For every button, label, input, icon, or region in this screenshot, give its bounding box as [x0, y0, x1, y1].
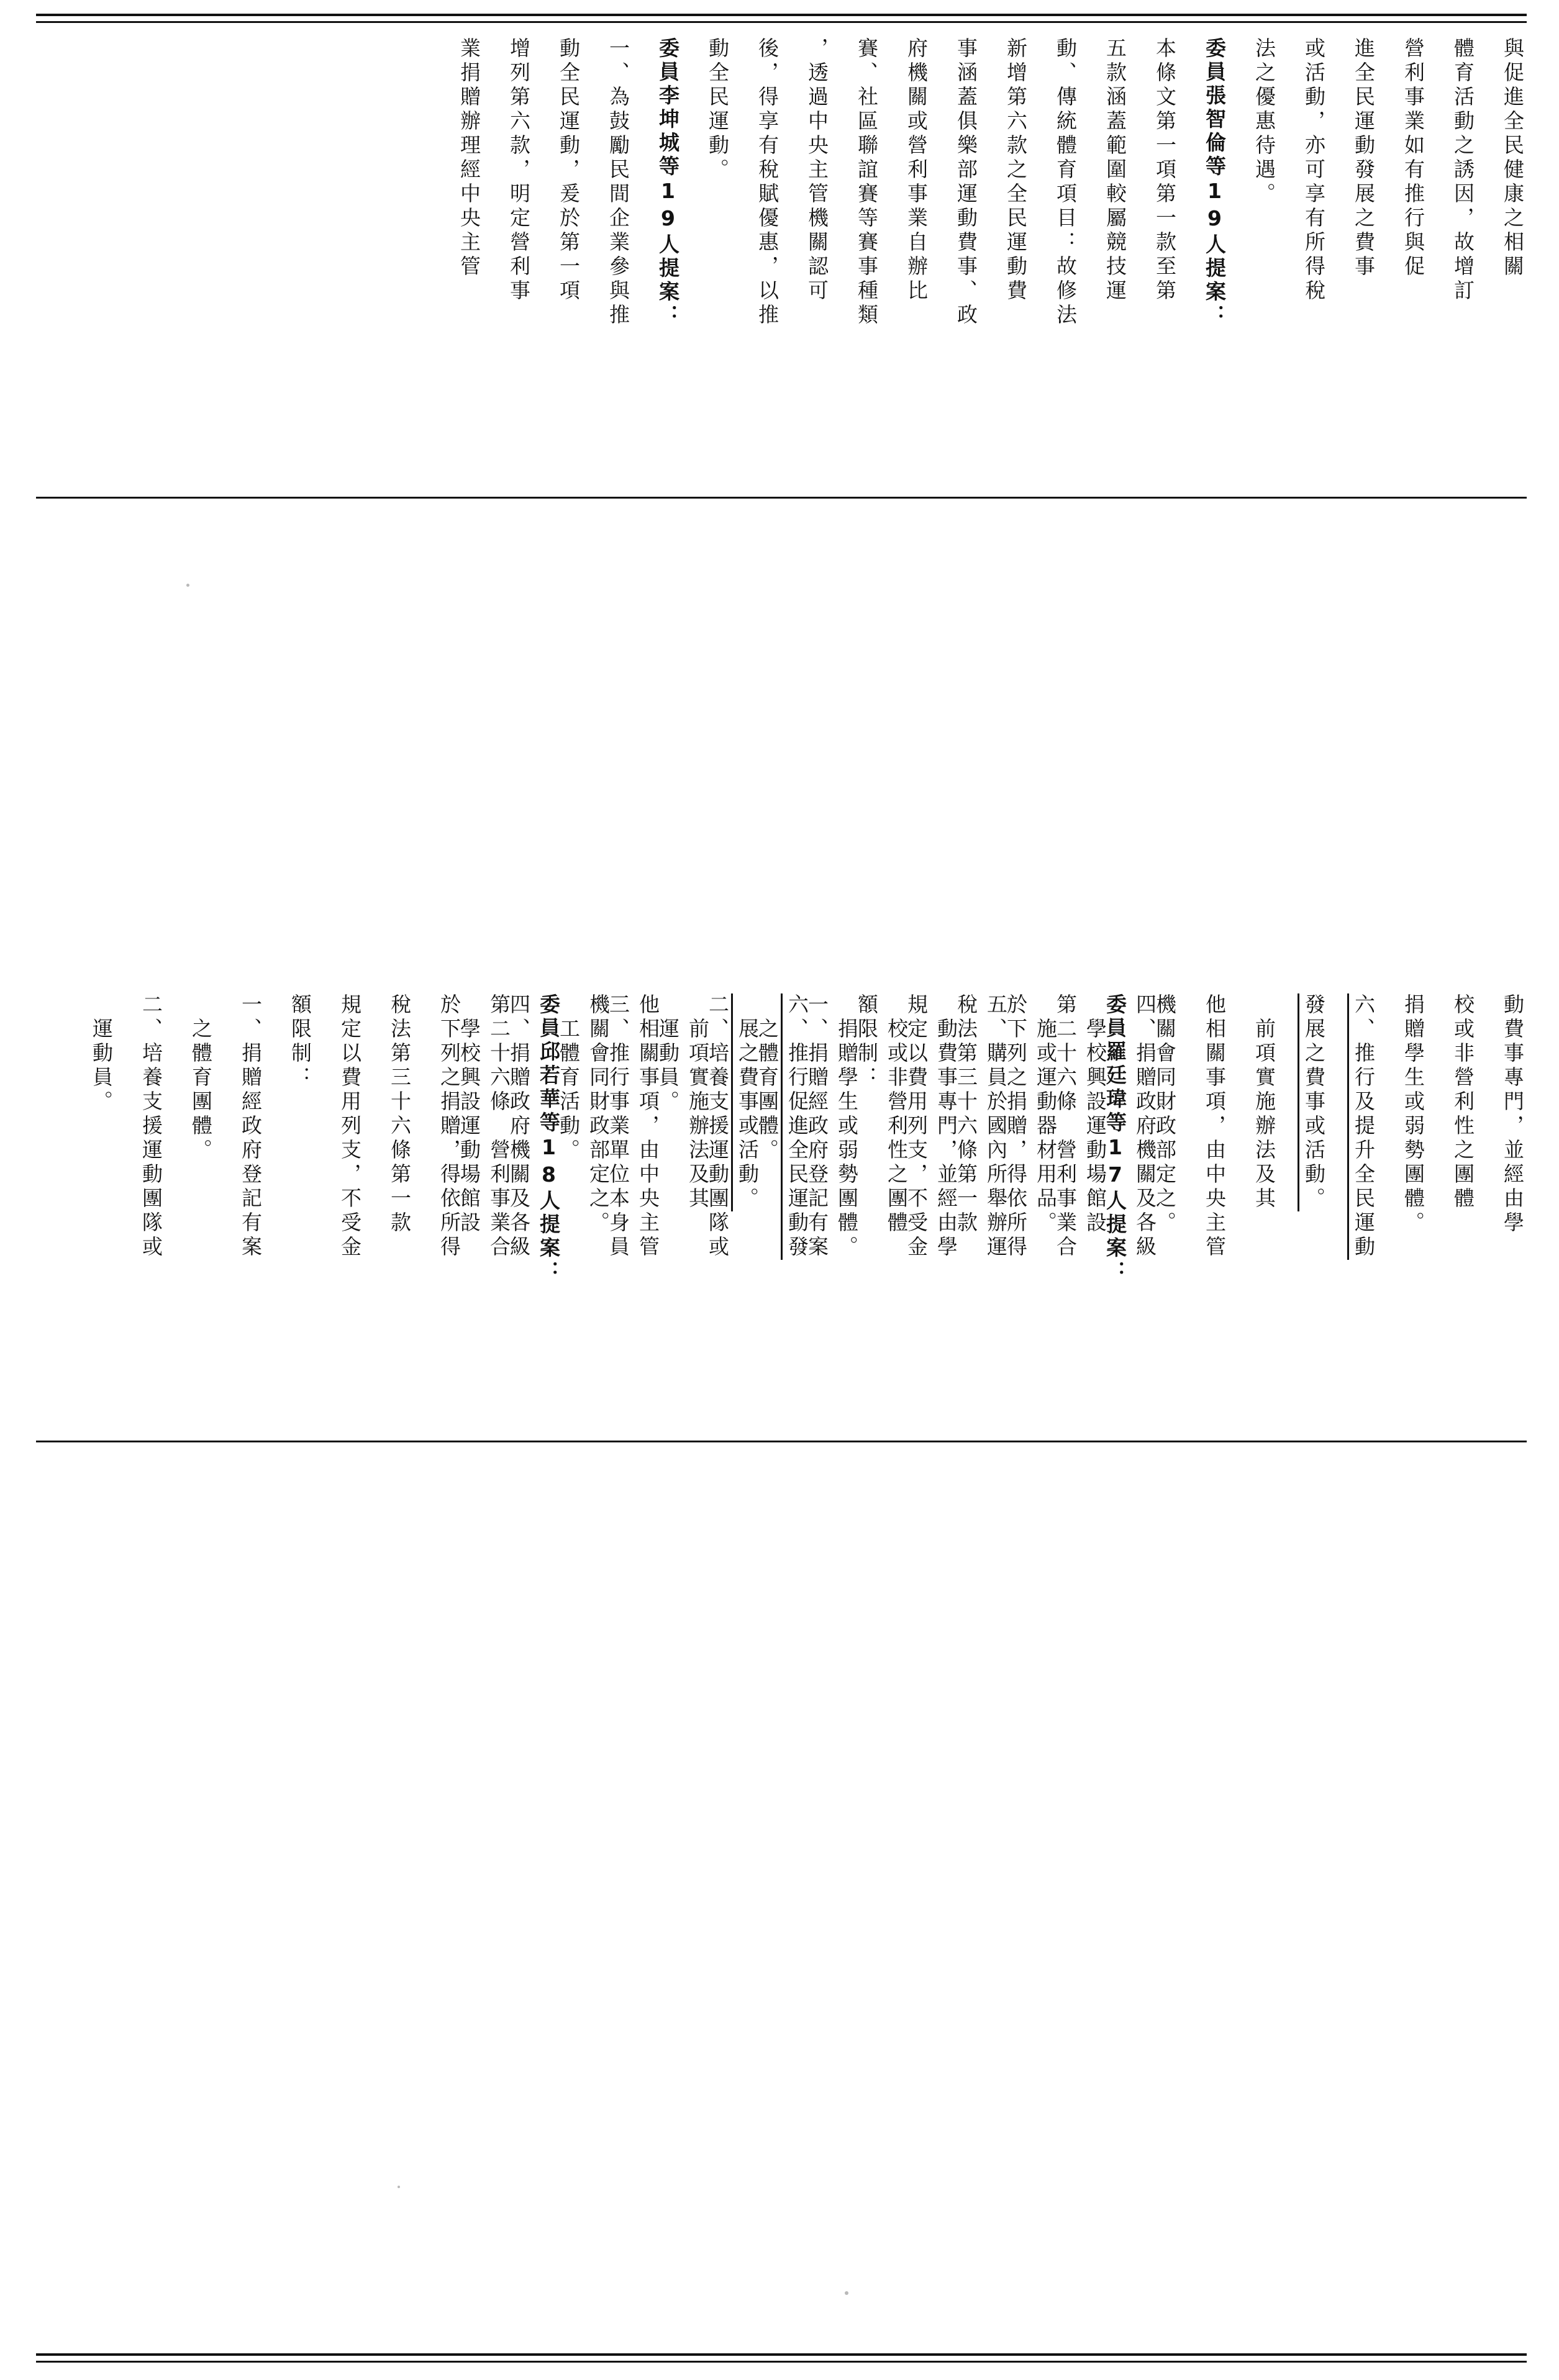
text-column: 稅法第三十六條第一款: [388, 993, 412, 1236]
text-column: 委員張智倫等19人提案：: [1202, 37, 1227, 328]
text-column: 增列第六款，明定營利事: [507, 37, 531, 304]
text-column: 委員邱若華等18人提案：: [537, 993, 561, 1284]
text-column: 動全民運動，爰於第一項: [557, 37, 581, 304]
text-column: 營利事業如有推行與促: [1401, 37, 1425, 279]
text-column: 工體育活動。: [557, 993, 581, 1163]
text-column: 法之優惠待遇。: [1252, 37, 1276, 207]
text-column: 之體育團體。: [189, 993, 213, 1163]
text-column: 三、推行事業單位本身員: [606, 993, 630, 1260]
text-column: 前項實施辦法及其: [686, 993, 710, 1211]
text-column: 四、捐贈政府機關及各級: [1133, 993, 1157, 1260]
text-column: 運動員。: [89, 993, 114, 1115]
text-column: 於下列之捐贈，得依所得: [437, 993, 461, 1260]
text-column: 五款涵蓋範圍較屬競技運: [1103, 37, 1127, 304]
text-column: 六、推行及提升全民運動: [1352, 993, 1376, 1260]
text-column: 捐贈學生或弱勢團體。: [835, 993, 859, 1260]
text-column: 一、為鼓勵民間企業參與推: [606, 37, 630, 328]
text-column: 一、捐贈經政府登記有案: [805, 993, 829, 1260]
text-column: 機關會同財政部定之。: [1153, 993, 1177, 1236]
text-column: 額限制：: [288, 993, 312, 1090]
text-column: 新增第六款之全民運動費: [1004, 37, 1028, 304]
text-column: 發展之費事或活動。: [1302, 993, 1326, 1211]
text-column: 規定以費用列支，不受金: [338, 993, 362, 1260]
text-column: 機關會同財政部定之。: [586, 993, 611, 1236]
text-column: 他相關事項，由中央主管: [1202, 993, 1227, 1260]
text-column: 展之費事或活動。: [735, 993, 760, 1211]
text-column: 動費事專門，並經由學: [934, 993, 958, 1260]
text-column: 委員李坤城等19人提案：: [656, 37, 680, 328]
text-column: 運動員。: [656, 993, 680, 1115]
text-column: 稅法第三十六條第一款: [954, 993, 978, 1236]
text-column: 一、捐贈經政府登記有案: [239, 993, 263, 1260]
text-column: 業捐贈辦理經中央主管: [457, 37, 481, 279]
text-column: 他相關事項，由中央主管: [636, 993, 660, 1260]
text-column: 前項實施辦法及其: [1252, 993, 1276, 1211]
text-column: 委員羅廷瑋等17人提案：: [1103, 993, 1127, 1284]
text-column: 動費事專門，並經由學: [1501, 993, 1525, 1236]
middle-left-text-block: [62, 993, 1155, 1614]
text-column: 學校興設運動場館設: [457, 993, 481, 1236]
text-column: 五、購員於國內所舉辦運: [984, 993, 1008, 1260]
page-top-rule-inner: [36, 21, 1527, 23]
text-column: 第二十六條 營利事業合: [487, 993, 511, 1260]
page-bottom-rule-inner: [36, 2361, 1527, 2363]
page-bottom-rule-outer: [36, 2353, 1527, 2356]
text-column: 府機關或營利事業自辦比: [904, 37, 929, 304]
text-column: 後，得享有稅賦優惠，以推: [755, 37, 780, 328]
section-divider-1: [36, 497, 1527, 499]
text-column: 或活動，亦可享有所得稅: [1302, 37, 1326, 304]
text-column: 動全民運動。: [706, 37, 730, 183]
scan-speck: [398, 2186, 400, 2188]
text-column: 第二十六條 營利事業合: [1053, 993, 1078, 1260]
text-column: 之體育團體。: [755, 993, 780, 1163]
text-column: 學校興設運動場館設: [1083, 993, 1107, 1236]
text-column: 進全民運動發展之費事: [1352, 37, 1376, 279]
text-column: 賽、社區聯誼賽等賽事種類: [855, 37, 879, 328]
text-column: 六、推行促進全民運動發: [785, 993, 809, 1260]
page-top-rule-outer: [36, 14, 1527, 16]
text-column: 於下列之捐贈，得依所得: [1004, 993, 1028, 1260]
scan-speck: [186, 584, 189, 587]
text-column: 捐贈學生或弱勢團體。: [1401, 993, 1425, 1236]
upper-right-text-block: [430, 37, 1523, 472]
text-column: 事涵蓋俱樂部運動費事、政: [954, 37, 978, 328]
text-column: 校或非營利性之團體: [1451, 993, 1475, 1211]
text-column: 二、培養支援運動團隊或: [139, 993, 163, 1260]
text-column: 規定以費用列支，不受金: [904, 993, 929, 1260]
text-column: 與促進全民健康之相關: [1501, 37, 1525, 279]
text-column: 校或非營利性之團體: [884, 993, 909, 1236]
text-column: 動、傳統體育項目：故修法: [1053, 37, 1078, 328]
text-column: ，透過中央主管機關認可: [805, 37, 829, 304]
text-column: 本條文第一項第一款至第: [1153, 37, 1177, 304]
scan-speck: [845, 2291, 848, 2295]
text-column: 施或運動器材用品。: [1034, 993, 1058, 1236]
text-column: 體育活動之誘因，故增訂: [1451, 37, 1475, 304]
text-column: 額限制：: [855, 993, 879, 1090]
text-column: 二、培養支援運動團隊或: [706, 993, 730, 1260]
text-column: 四、捐贈政府機關及各級: [507, 993, 531, 1260]
